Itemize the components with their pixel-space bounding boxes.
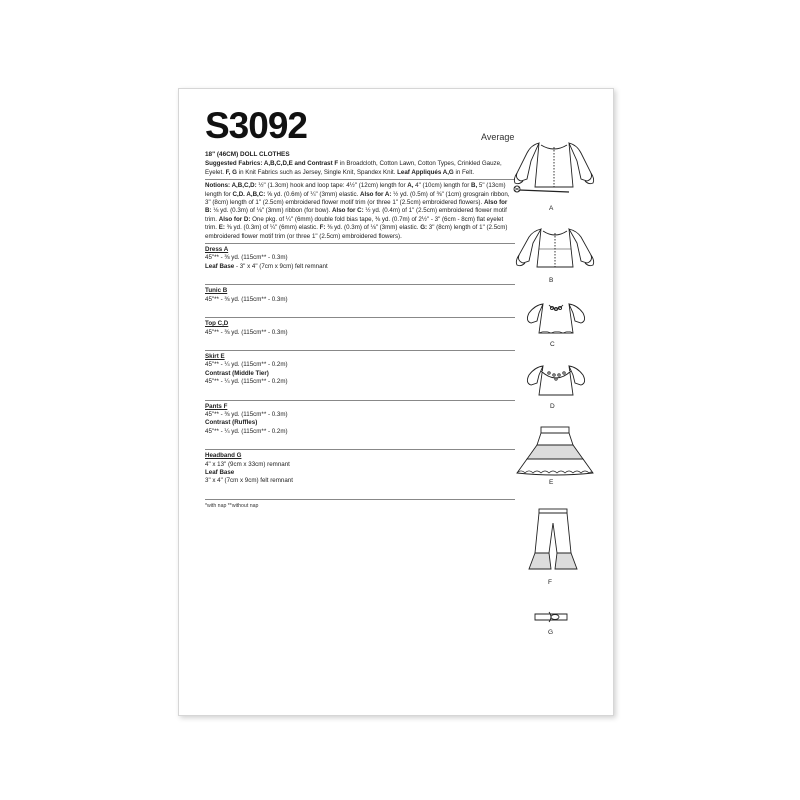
notions-text: 3" (8cm) length of 1" (2.5cm) embroidered flower motif trim (or three 1" (2.5cm) embroidered flowers). xyxy=(205,224,508,240)
notions-view: E: xyxy=(218,224,225,232)
notions-text: ⅜ yd. (0.3m) of ⅛" (3mm) elastic. xyxy=(325,224,421,232)
notions-label: Notions: A,B,C,D: xyxy=(205,182,257,190)
view-label: F xyxy=(548,579,552,586)
notions-text: One pkg. of ¼" (6mm) double fold bias tape, ⅜ yd. (0.7m) of 2½" - 3" (6cm - 8cm) flat eyelet trim. xyxy=(205,215,504,232)
view-label: G xyxy=(548,629,554,636)
pattern-envelope-back xyxy=(178,88,614,716)
leaf-base-label: Leaf Base xyxy=(205,262,235,270)
notions-view: A,B,C: xyxy=(244,190,266,198)
fabrics-text-knit: in Knit Fabrics such as Jersey, Single Knit, Spandex Knit. xyxy=(236,168,398,176)
contrast-title: Contrast (Ruffles) xyxy=(205,419,258,427)
yardage-line: 45"** - ⅜ yd. (115cm** - 0.3m) xyxy=(205,328,288,336)
notions-view: Also for B: xyxy=(205,199,508,215)
nap-footnote: *with nap **without nap xyxy=(205,502,259,509)
top-c-illustration xyxy=(521,299,591,348)
yardage-line: 45"** - ¼ yd. (115cm** - 0.2m) xyxy=(205,378,288,386)
notions-text: 5" (13cm) length for xyxy=(205,182,506,198)
contrast-title: Contrast (Middle Tier) xyxy=(205,369,269,377)
notions-text: ⅛ yd. (0.3m) of ⅛" (3mm) ribbon (for bow). xyxy=(211,207,333,215)
yardage-line: 45"** - ⅜ yd. (115cm** - 0.3m) xyxy=(205,254,288,262)
notions-view: C,D. xyxy=(232,190,245,198)
size-label: Average xyxy=(481,132,515,142)
yardage-line: 45"** - ⅜ yd. (115cm** - 0.3m) xyxy=(205,410,288,418)
view-label: C xyxy=(550,341,555,348)
section-title: Headband G xyxy=(205,452,242,460)
notions-text: ½ yd. (0.5m) of ⅜" (1cm) grosgrain ribbon, 3" (8cm) length of 1" (2.5cm) embroidered flower motif trim (or three 1" (2.5cm) embroidered flowers). xyxy=(205,190,510,207)
notions-text: ½ yd. (0.4m) of 1" (2.5cm) embroidered flower motif trim. xyxy=(205,207,507,223)
fabrics-label-fg: F, G xyxy=(225,168,237,176)
notions-text: ½" (1.3cm) hook and loop tape: 4½" (12cm) length for xyxy=(256,182,408,190)
view-label: B xyxy=(549,277,554,284)
notions-text: 4" (10cm) length for xyxy=(413,182,472,190)
top-d-illustration xyxy=(521,361,591,410)
yardage-line: 3" x 4" (7cm x 9cm) felt remnant xyxy=(205,477,293,485)
skirt-e-illustration xyxy=(515,423,595,486)
notions-view: B, xyxy=(471,182,478,190)
notions-view: F: xyxy=(319,224,326,232)
yardage-line: 45"** - ¼ yd. (115cm** - 0.2m) xyxy=(205,427,288,435)
pants-f-illustration xyxy=(523,507,583,586)
view-label: E xyxy=(549,479,554,486)
view-label: D xyxy=(550,403,555,410)
yardage-line: 45"** - ¼ yd. (115cm** - 0.2m) xyxy=(205,361,288,369)
section-title: Dress A xyxy=(205,246,229,254)
notions-text: ⅝ yd. (0.6m) of ¼" (3mm) elastic. xyxy=(265,190,361,198)
section-title: Skirt E xyxy=(205,352,225,360)
view-illustrations xyxy=(179,89,615,717)
leaf-base-text: - 3" x 4" (7cm x 9cm) felt remnant xyxy=(234,262,328,270)
fabrics-text: in Broadcloth, Cotton Lawn, Cotton Types, Crinkled Gauze, Eyelet. xyxy=(205,160,502,176)
notions-view: Also for A: xyxy=(360,190,392,198)
yardage-line: 45"** - ⅜ yd. (115cm** - 0.3m) xyxy=(205,295,288,303)
dress-a-illustration xyxy=(509,139,599,212)
fabrics-text-felt: in Felt. xyxy=(453,168,475,176)
leaf-base-title: Leaf Base xyxy=(205,468,235,476)
notions-view: Also for D: xyxy=(218,215,251,223)
headband-g-illustration xyxy=(531,609,571,636)
notions-text: ⅜ yd. (0.3m) of ¼" (6mm) elastic. xyxy=(224,224,320,232)
doc-title: 18" (46CM) DOLL CLOTHES xyxy=(205,151,290,158)
notions-view: A, xyxy=(407,182,414,190)
fabrics-label-leaf: Leaf Appliqués A,G xyxy=(397,168,454,176)
tunic-b-illustration xyxy=(515,225,595,284)
fabrics-label: Suggested Fabrics: A,B,C,D,E and Contrast F xyxy=(205,160,339,168)
section-title: Tunic B xyxy=(205,287,228,295)
section-title: Pants F xyxy=(205,402,228,410)
yardage-line: 4" x 13" (9cm x 33cm) remnant xyxy=(205,460,290,468)
pattern-number: S3092 xyxy=(205,105,307,146)
notions-view: Also for C: xyxy=(332,207,364,215)
notions-view: G: xyxy=(420,224,428,232)
view-label: A xyxy=(549,205,554,212)
section-title: Top C,D xyxy=(205,320,229,328)
